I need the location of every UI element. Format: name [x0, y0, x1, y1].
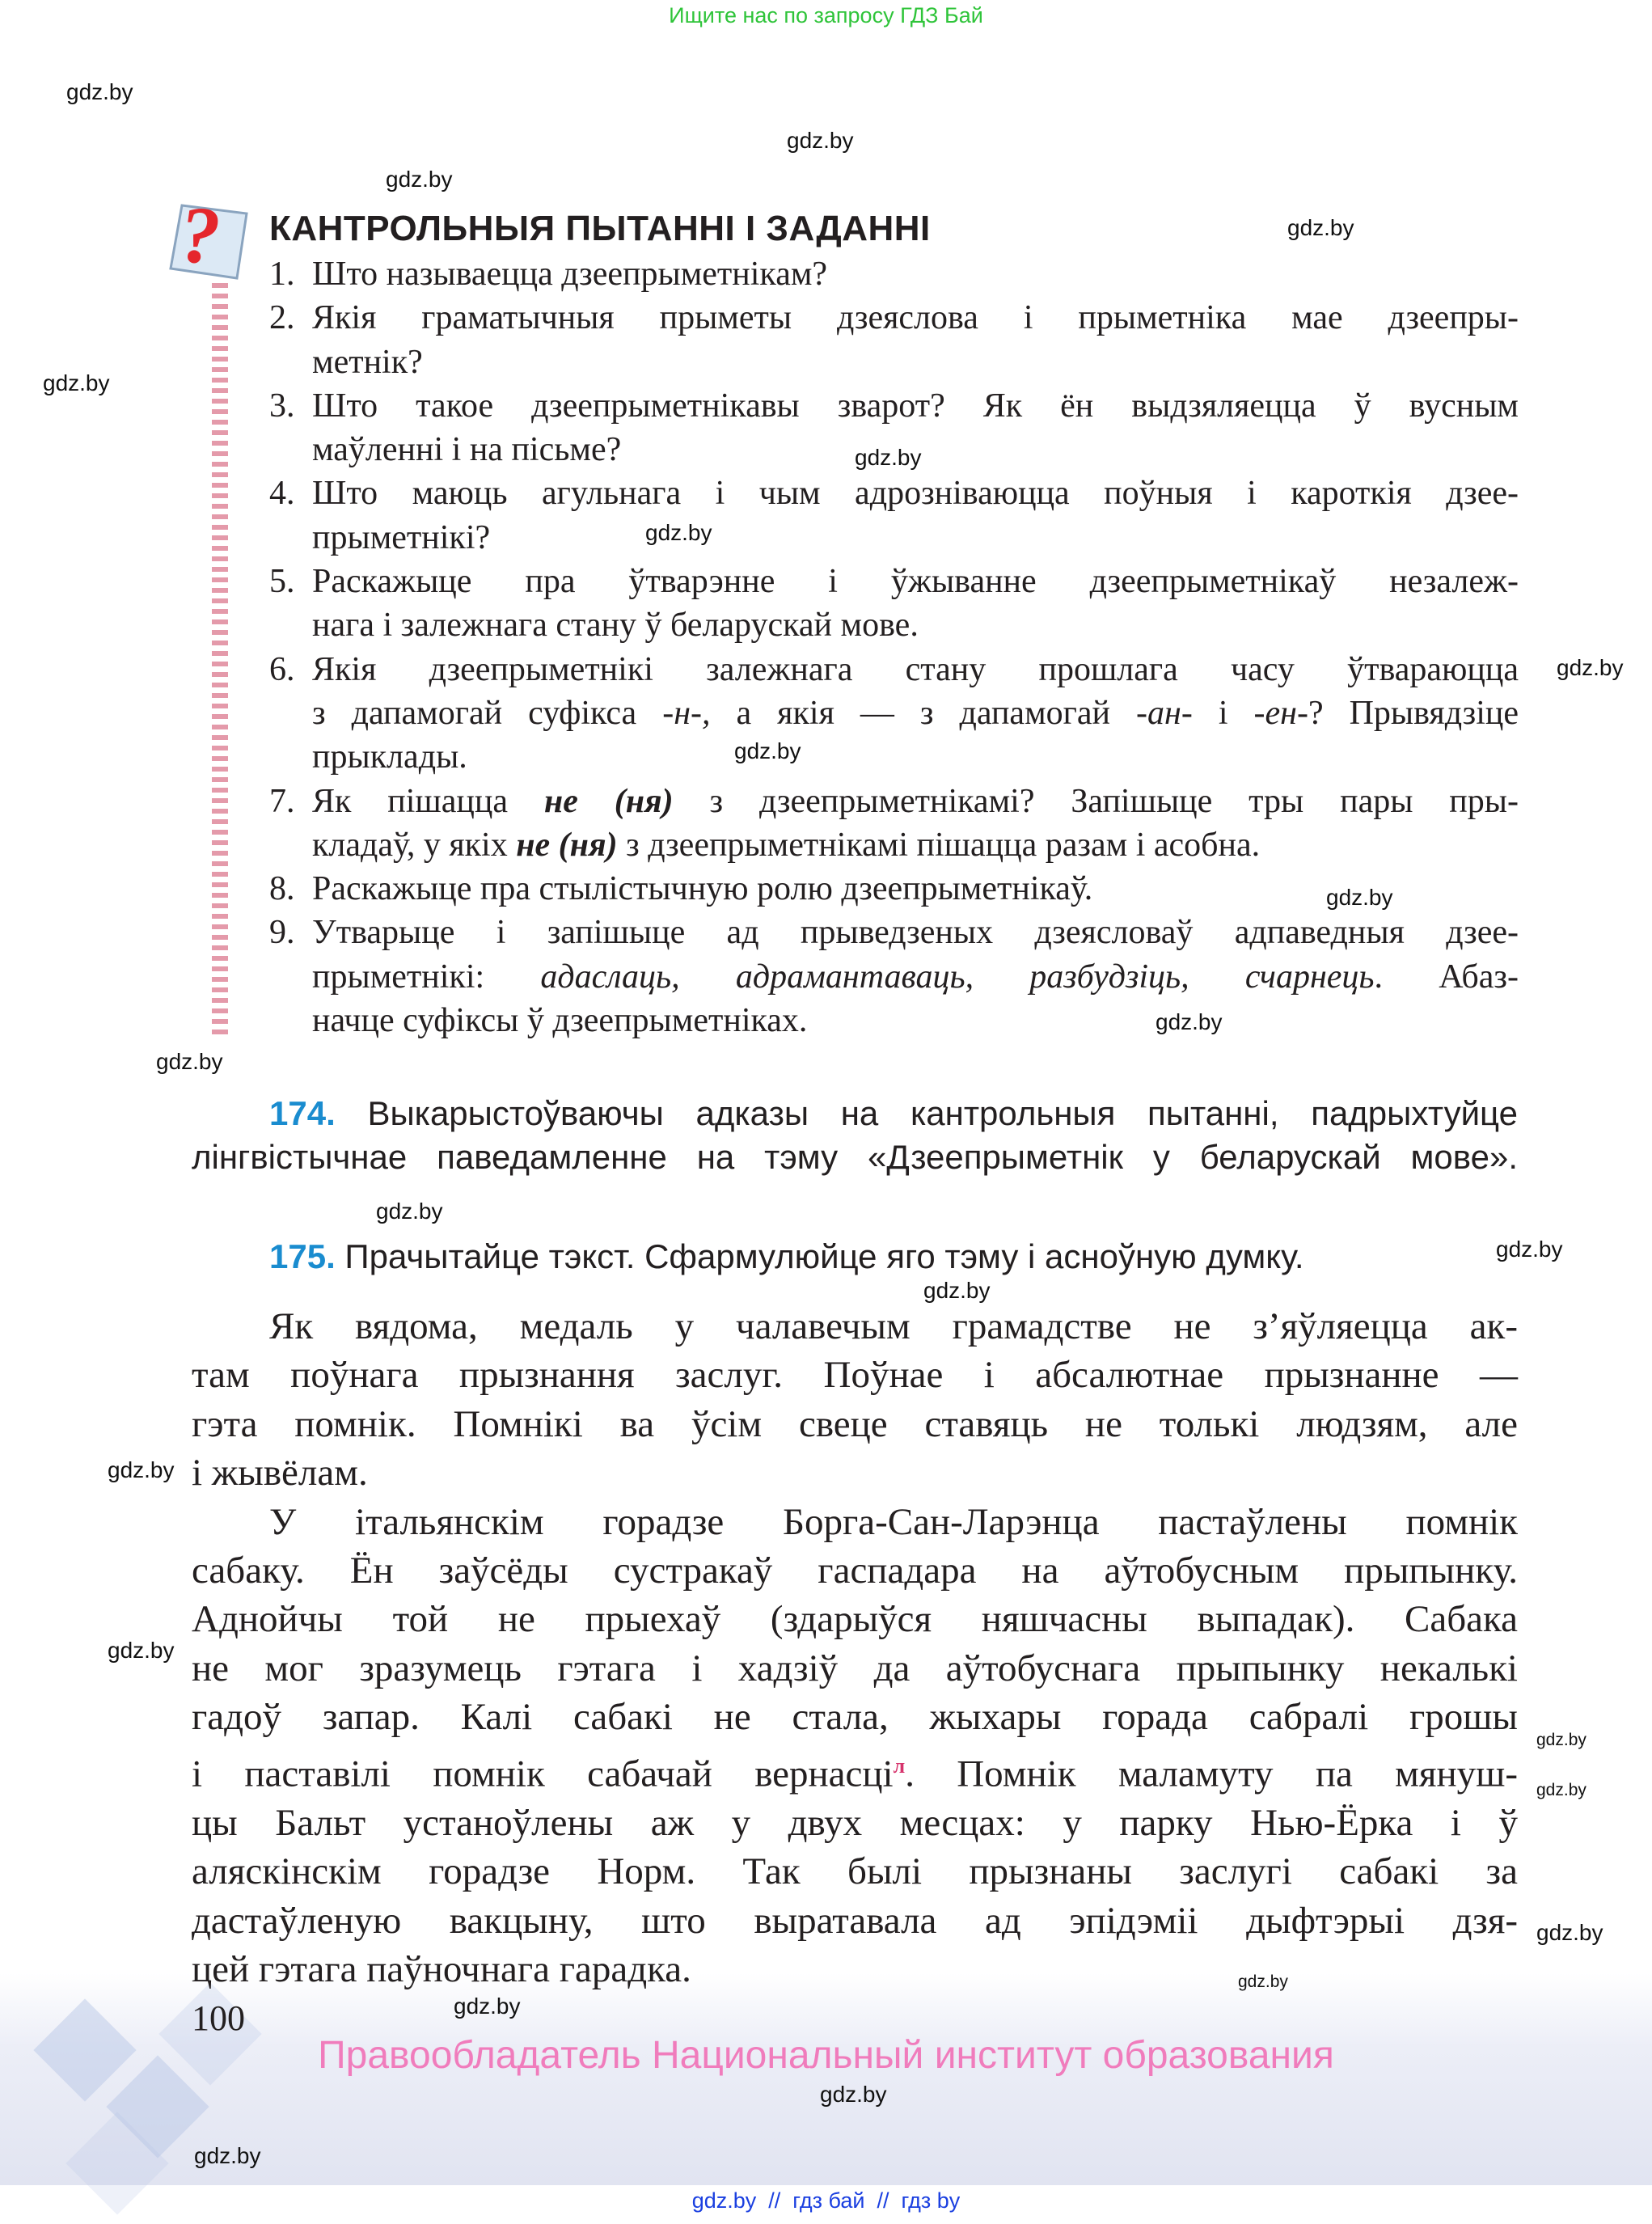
- question-number: 4.: [269, 475, 295, 513]
- question-line: [312, 252, 1519, 296]
- text-segment: з дзеепрыметнікамі пішацца разам і асобна.: [617, 826, 1261, 864]
- question-number: 2.: [269, 299, 295, 337]
- text-segment: Як вядома, медаль у чалавечым грамадстве не з’яўляецца ак-: [269, 1305, 1518, 1347]
- watermark: gdz.by: [194, 2143, 261, 2168]
- text-segment: начце суфіксы ў дзеепрыметніках.: [312, 1002, 808, 1040]
- text-segment: метнік?: [312, 343, 423, 381]
- text-line: [192, 1644, 1518, 1693]
- task-number: 175.: [269, 1237, 336, 1275]
- watermark: gdz.by: [108, 1457, 175, 1482]
- watermark: gdz.by: [43, 370, 110, 395]
- question-line: [312, 999, 1519, 1042]
- text-segment: Аднойчы той не прыехаў (здарыўся няшчасны выпадак). Сабака: [192, 1598, 1518, 1641]
- task-text: Прачытайце тэкст. Сфармулюйце яго тэму і асноўную думку.: [344, 1237, 1304, 1275]
- question-line: [312, 648, 1519, 691]
- question-line: [312, 340, 1519, 384]
- question-number: 8.: [269, 870, 295, 908]
- watermark: gdz.by: [376, 1199, 443, 1224]
- watermark: gdz.by: [787, 128, 854, 153]
- text-segment: Раскажыце пра стылістычную ролю дзеепрыметнікаў.: [312, 870, 1093, 908]
- watermark: gdz.by: [855, 445, 922, 470]
- text-segment: кладаў, у якіх: [312, 826, 517, 864]
- text-segment: з дапамогай суфікса: [312, 694, 663, 732]
- question-item: [269, 780, 1519, 868]
- watermark: gdz.by: [156, 1049, 223, 1074]
- question-number: 9.: [269, 914, 295, 952]
- margin-dashed-rule: [212, 283, 228, 1039]
- watermark: gdz.by: [108, 1638, 175, 1663]
- emphasized-text: -н-,: [662, 694, 711, 732]
- question-item: [269, 252, 1519, 296]
- emphasized-text: -ен-: [1253, 694, 1308, 732]
- text-segment: ? Прывядзіце: [1308, 694, 1519, 732]
- question-number: 5.: [269, 563, 295, 601]
- task-number: 174.: [269, 1094, 336, 1132]
- watermark: gdz.by: [1536, 1781, 1587, 1799]
- text-segment: . Помнік маламуту па мянуш-: [905, 1753, 1518, 1795]
- question-item: [269, 911, 1519, 1042]
- watermark: gdz.by: [1287, 215, 1354, 240]
- emphasized-text: адаслаць, адрамантаваць, разбудзіць, счарнець: [540, 958, 1375, 996]
- text-segment: цы Бальт устаноўлены аж у двух месцах: у парку Нью-Ёрка і ў: [192, 1801, 1518, 1844]
- text-segment: Што маюць агульнага і чым адрозніваюцца поўныя і кароткія дзее-: [312, 475, 1519, 513]
- question-item: [269, 296, 1519, 384]
- text-segment: гэта помнік. Помнікі ва ўсім свеце ставяць не толькі людзям, але: [192, 1402, 1518, 1445]
- watermark: gdz.by: [1238, 1972, 1288, 1991]
- watermark: gdz.by: [1496, 1237, 1563, 1262]
- text-segment: і: [1192, 694, 1254, 732]
- question-item: [269, 648, 1519, 780]
- text-segment: аляскінскім горадзе Норм. Так былі прызнаны заслугі сабакі за: [192, 1850, 1518, 1893]
- emphasized-text: не (ня): [516, 826, 618, 864]
- text-segment: дастаўленую вакцыну, што выратавала ад эпідэміі дыфтэрыі дзя-: [192, 1899, 1518, 1942]
- watermark: gdz.by: [386, 167, 453, 192]
- watermark: gdz.by: [645, 520, 712, 545]
- emphasized-text: -ан-: [1136, 694, 1193, 732]
- text-segment: прыметнікі?: [312, 518, 491, 556]
- section-title: КАНТРОЛЬНЫЯ ПЫТАННІ І ЗАДАННІ: [269, 209, 931, 248]
- task-text: Выкарыстоўваючы адказы на кантрольныя пытанні, падрыхтуйце: [367, 1094, 1518, 1132]
- text-segment: прыметнікі:: [312, 958, 541, 996]
- emphasized-text: не (ня): [543, 782, 674, 820]
- text-line: [192, 1351, 1518, 1399]
- text-segment: нага і залежнага стану ў беларускай мове.: [312, 607, 919, 645]
- question-line: [312, 780, 1519, 823]
- question-mark-card-icon: [166, 191, 251, 280]
- watermark: gdz.by: [734, 738, 801, 763]
- watermark: gdz.by: [1156, 1009, 1223, 1034]
- text-segment: з дзеепрыметнікамі? Запішыце тры пары пры-: [673, 782, 1519, 820]
- search-hint: Ищите нас по запросу ГДЗ Бай: [669, 3, 983, 27]
- text-segment: прыклады.: [312, 738, 467, 776]
- question-line: [312, 603, 1519, 647]
- text-segment: маўленні і на пісьме?: [312, 431, 622, 469]
- watermark: gdz.by: [454, 1994, 521, 2019]
- question-line: [312, 955, 1519, 999]
- question-line: [312, 735, 1519, 779]
- watermark: gdz.by: [820, 2082, 887, 2107]
- page-number: 100: [192, 1998, 245, 2038]
- text-segment: і паставілі помнік сабачай вернасці: [192, 1753, 894, 1795]
- question-item: [269, 471, 1519, 560]
- watermark: gdz.by: [923, 1278, 991, 1303]
- watermark: gdz.by: [1326, 885, 1393, 910]
- question-line: [312, 516, 1519, 560]
- footnote-marker: л: [893, 1753, 906, 1778]
- question-number: 7.: [269, 782, 295, 820]
- watermark: gdz.by: [1536, 1731, 1587, 1749]
- text-line: [192, 1799, 1518, 1847]
- question-line: [312, 823, 1519, 867]
- text-segment: не мог зразумець гэтага і хадзіў да аўтобуснага прыпынку некалькі: [192, 1647, 1518, 1689]
- question-number: 1.: [269, 256, 295, 293]
- question-line: [312, 911, 1519, 954]
- watermark: gdz.by: [66, 79, 133, 104]
- text-segment: а якія — з дапамогай: [710, 694, 1136, 732]
- text-line: [192, 1945, 1518, 1994]
- text-line: [192, 1693, 1518, 1741]
- text-segment: там поўнага прызнання заслуг. Поўнае і абсалютнае прызнанне —: [192, 1354, 1518, 1397]
- text-line: [192, 1448, 1518, 1497]
- question-line: [312, 296, 1519, 340]
- text-line: [192, 1498, 1518, 1546]
- reading-text: [192, 1302, 1518, 1994]
- question-line: [312, 691, 1519, 735]
- text-line: [192, 1595, 1518, 1643]
- text-segment: У італьянскім горадзе Борга-Сан-Ларэнца пастаўлены помнік: [269, 1500, 1518, 1543]
- text-segment: сабаку. Ён заўсёды сустракаў гаспадара на аўтобусным прыпынку.: [192, 1550, 1518, 1592]
- text-segment: Якія граматычныя прыметы дзеяслова і прыметніка мае дзеепры-: [312, 299, 1519, 337]
- question-line: [312, 384, 1519, 428]
- task-text: лінгвістычнае паведамленне на тэму «Дзеепрыметнік у беларускай мове».: [192, 1138, 1518, 1176]
- text-line: [192, 1400, 1518, 1448]
- task-174: [192, 1092, 1518, 1179]
- text-segment: . Абаз-: [1374, 958, 1519, 996]
- text-segment: Што называецца дзеепрыметнікам?: [312, 256, 828, 293]
- text-line: [192, 1847, 1518, 1896]
- text-segment: цей гэтага паўночнага гарадка.: [192, 1947, 691, 1990]
- question-number: 3.: [269, 387, 295, 425]
- question-number: 6.: [269, 650, 295, 688]
- question-line: [312, 560, 1519, 603]
- task-175: [192, 1235, 1518, 1279]
- text-segment: Утварыце і запішыце ад прыведзеных дзеясловаў адпаведныя дзее-: [312, 914, 1519, 952]
- text-segment: Што такое дзеепрыметнікавы зварот? Як ён выдзяляецца ў вусным: [312, 387, 1519, 425]
- text-line: [192, 1302, 1518, 1351]
- text-line: [192, 1896, 1518, 1945]
- text-segment: Раскажыце пра ўтварэнне і ўжыванне дзеепрыметнікаў незалеж-: [312, 563, 1519, 601]
- text-segment: гадоў запар. Калі сабакі не стала, жыхары горада сабралі грошы: [192, 1696, 1518, 1739]
- text-line: [192, 1742, 1518, 1799]
- footer-links[interactable]: gdz.by // гдз бай // гдз by: [691, 2188, 961, 2213]
- text-segment: Як пішацца: [312, 782, 544, 820]
- rights-holder-notice: Правообладатель Национальный институт образования: [318, 2034, 1334, 2077]
- text-line: [192, 1546, 1518, 1595]
- watermark: gdz.by: [1536, 1920, 1603, 1945]
- questions-list: [269, 252, 1519, 1042]
- question-line: [312, 471, 1519, 515]
- question-item: [269, 560, 1519, 648]
- watermark: gdz.by: [1557, 655, 1624, 680]
- text-segment: і жывёлам.: [192, 1452, 368, 1495]
- text-segment: Якія дзеепрыметнікі залежнага стану прошлага часу ўтвараюцца: [312, 650, 1519, 688]
- svg-text:?: ?: [180, 191, 221, 280]
